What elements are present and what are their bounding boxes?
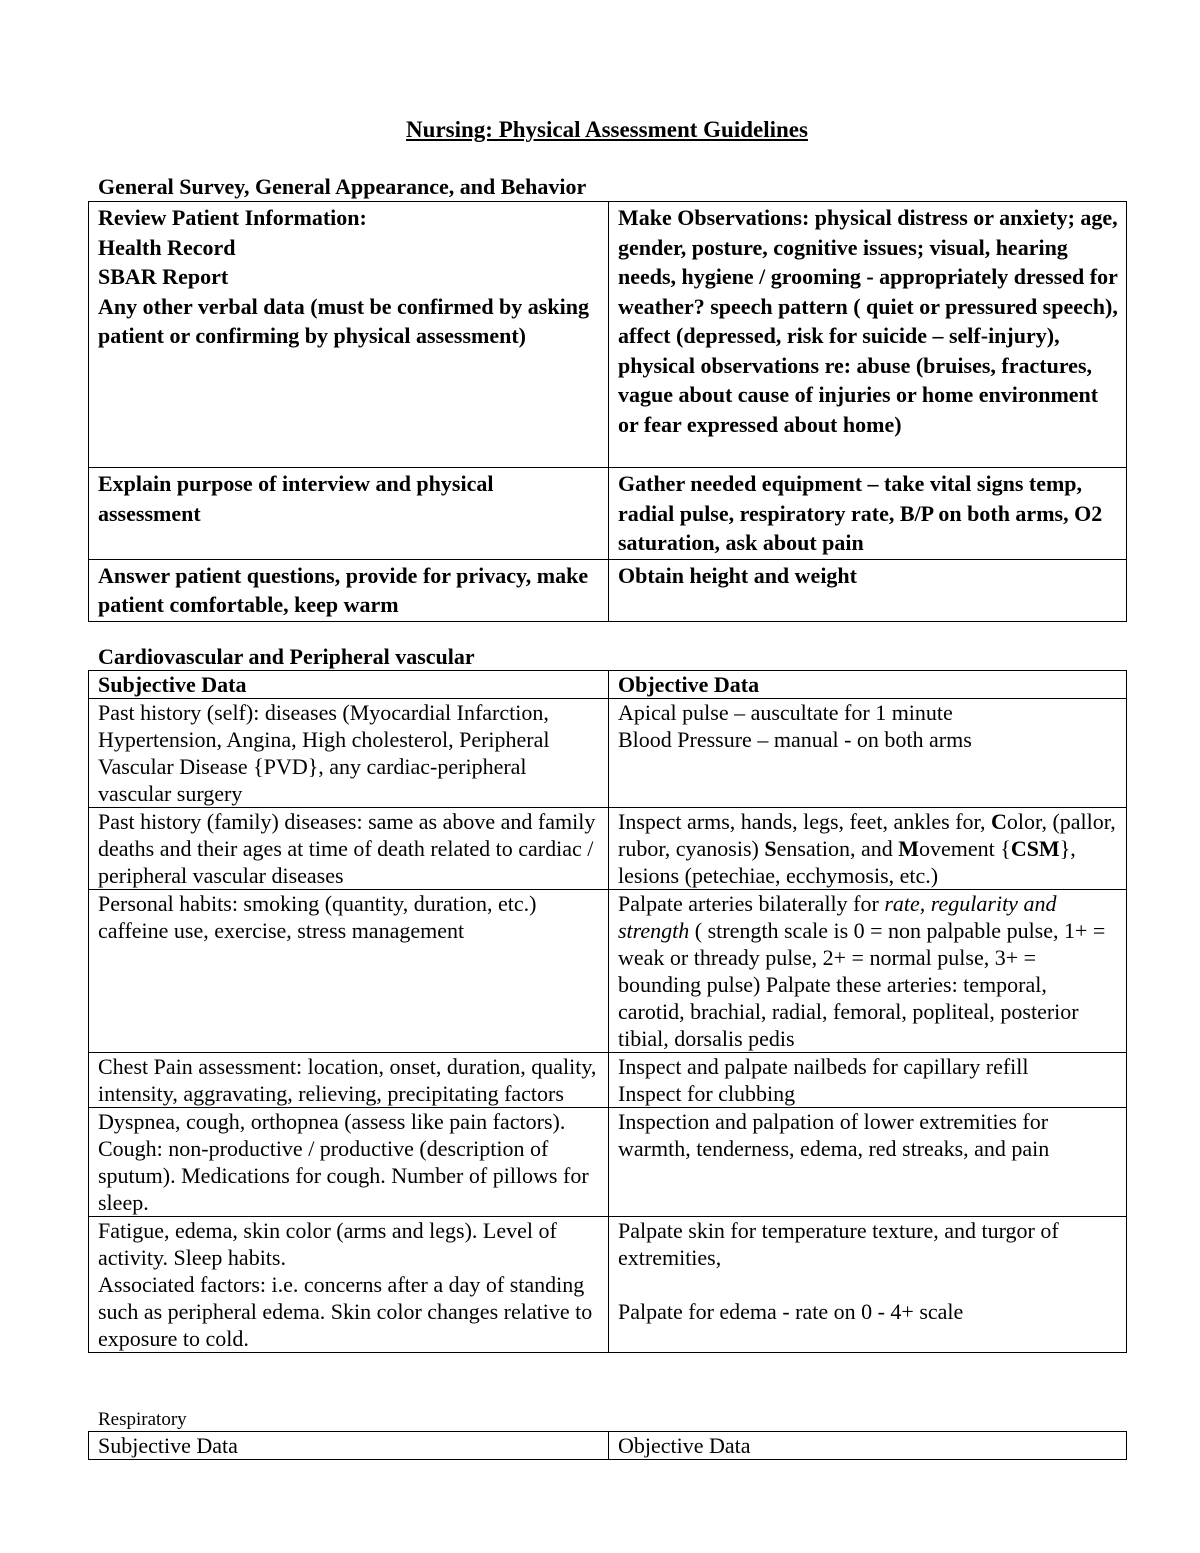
table-cell: Make Observations: physical distress or anxiety; age, gender, posture, cognitive issues; visual, hearing needs, hygiene / grooming - appropriately dressed for weather? speech pattern ( quiet or pressured speech), affect (depressed, risk for suicide – self-injury), physical observations re: abuse (bruises, fractures, vague about cause of injuries or home environment or fear expressed about home) [609,202,1127,468]
cell-line: Review Patient Information: [98,205,367,230]
text-run: Palpate arteries bilaterally for [618,891,885,916]
text-run: ( strength scale is 0 = non palpable pulse, 1+ = weak or thready pulse, 2+ = normal pulse, 3+ = bounding pulse) Palpate these arteries: temporal, carotid, brachial, radial, femoral, popliteal, posterior tibial, dorsalis pedis [618,918,1106,1051]
cell-line: Inspect and palpate nailbeds for capillary refill [618,1054,1029,1079]
text-run-italic: rate, regularity and strength [618,891,1057,943]
text-run: ovement { [918,836,1011,861]
table-cell: Inspection and palpation of lower extremities for warmth, tenderness, edema, red streaks, and pain [609,1108,1127,1217]
table-row [89,1053,1127,1108]
table-cell: Answer patient questions, provide for privacy, make patient comfortable, keep warm [89,559,609,621]
table-cell: Obtain height and weight [609,559,1127,621]
cell-line: Associated factors: i.e. concerns after a day of standing such as peripheral edema. Skin color changes relative to exposure to cold. [98,1272,593,1351]
text-run: ensation, and [776,836,899,861]
table-row [89,1108,1127,1217]
cell-line: Blood Pressure – manual - on both arms [618,727,972,752]
text-run: }, lesions (petechiae, ecchymosis, etc.) [618,836,1076,888]
cell-line: Palpate skin for temperature texture, and turgor of extremities, [618,1218,1059,1270]
text-run: Inspect arms, hands, legs, feet, ankles for, [618,809,992,834]
text-run-bold: S [764,836,777,861]
text-run-bold: M [898,836,919,861]
table-row [89,202,1127,468]
table-cell: Explain purpose of interview and physical assessment [89,468,609,560]
table-cell [609,1053,1127,1108]
cell-line: Health Record [98,234,236,260]
general-survey-table [88,201,1127,622]
section-heading-general-survey: General Survey, General Appearance, and Behavior [98,174,587,199]
table-row [89,890,1127,1053]
cell-line: Fatigue, edema, skin color (arms and legs). Level of activity. Sleep habits. [98,1218,557,1270]
table-cell: Personal habits: smoking (quantity, duration, etc.) caffeine use, exercise, stress management [89,890,609,1053]
table-cell: Chest Pain assessment: location, onset, duration, quality, intensity, aggravating, relieving, precipitating factors [89,1053,609,1108]
table-row [89,559,1127,621]
table-cell: Past history (family) diseases: same as above and family deaths and their ages at time of death related to cardiac / peripheral vascular diseases [89,808,609,890]
cell-line: Inspect for clubbing [618,1081,796,1106]
table-cell [609,808,1127,890]
table-cell [89,202,609,468]
column-header-subjective: Subjective Data [89,671,609,699]
section-heading-cardiovascular: Cardiovascular and Peripheral vascular [98,644,475,669]
table-cell: Past history (self): diseases (Myocardial Infarction, Hypertension, Angina, High cholesterol, Peripheral Vascular Disease {PVD}, any cardiac-peripheral vascular surgery [89,699,609,808]
cell-line: Palpate for edema - rate on 0 - 4+ scale [618,1299,964,1324]
table-cell [609,699,1127,808]
table-cell: Gather needed equipment – take vital signs temp, radial pulse, respiratory rate, B/P on both arms, O2 saturation, ask about pain [609,468,1127,560]
respiratory-table [88,1431,1127,1460]
table-cell [609,890,1127,1053]
text-run-bold: CSM [1010,836,1060,861]
column-header-objective: Objective Data [609,1432,1127,1460]
blank-line [618,1271,1118,1298]
table-row [89,468,1127,560]
section-heading-respiratory: Respiratory [98,1409,187,1430]
table-row [89,808,1127,890]
table-row [89,1217,1127,1353]
table-header-row [89,671,1127,699]
cardiovascular-table [88,670,1127,1353]
cell-line: SBAR Report [98,264,229,289]
table-cell [609,1217,1127,1353]
table-header-row [89,1432,1127,1460]
document-title: Nursing: Physical Assessment Guidelines [406,117,808,142]
column-header-objective: Objective Data [609,671,1127,699]
table-cell [89,1217,609,1353]
table-cell: Dyspnea, cough, orthopnea (assess like pain factors). Cough: non-productive / productive (description of sputum). Medications for cough. Number of pillows for sleep. [89,1108,609,1217]
cell-line: Any other verbal data (must be confirmed by asking patient or confirming by physical assessment) [98,293,589,348]
table-row [89,699,1127,808]
text-run: olor, (pallor, rubor, cyanosis) [618,809,1116,861]
text-run-bold: C [991,809,1007,834]
column-header-subjective: Subjective Data [89,1432,609,1460]
cell-line: Apical pulse – auscultate for 1 minute [618,700,953,725]
